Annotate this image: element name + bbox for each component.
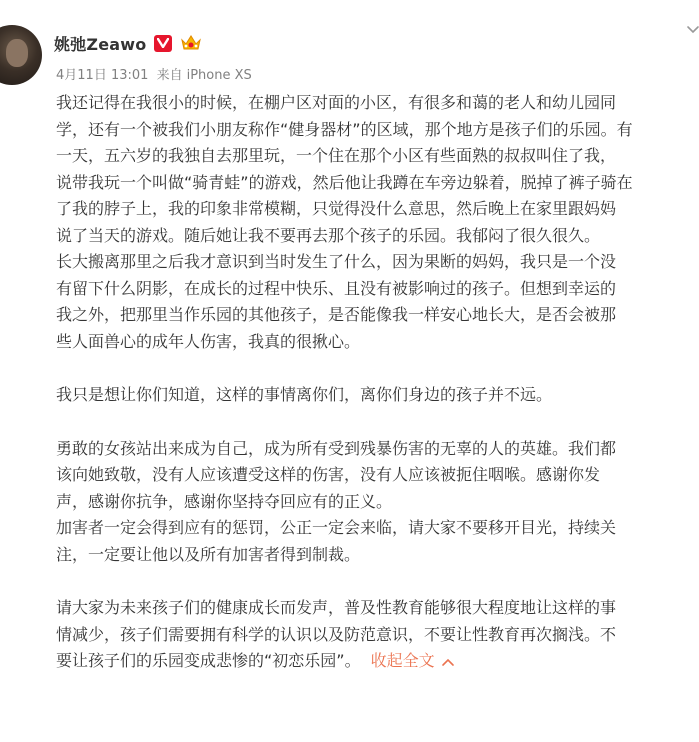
content-line: 长大搬离那里之后我才意识到当时发生了什么，因为果断的妈妈，我只是一个没 (56, 252, 617, 271)
collapse-button[interactable] (371, 651, 455, 670)
content-line: 该向她致敬，没有人应该遭受这样的伤害，没有人应该被扼住咽喉。感谢你发 (56, 465, 601, 484)
chevron-down-icon[interactable] (685, 22, 699, 38)
content-line: 注，一定要让他以及所有加害者得到制裁。 (56, 544, 361, 564)
content-line: 声，感谢你抗争，感谢你坚持夺回应有的正义。 (56, 491, 393, 511)
content-line: 些人面兽心的成年人伤害，我真的很揪心。 (56, 331, 361, 351)
content-line: 我还记得在我很小的时候，在棚户区对面的小区，有很多和蔼的老人和幼儿园同 (56, 93, 617, 112)
source-device: iPhone XS (186, 68, 252, 83)
post-date[interactable]: 4月11日 13:01 (56, 68, 149, 83)
member-crown-icon[interactable] (178, 32, 204, 54)
chevron-up-icon (441, 657, 455, 667)
last-line-text: 要让孩子们的乐园变成悲惨的“初恋乐园”。 (56, 651, 361, 670)
collapse-label: 收起全文 (370, 651, 435, 670)
avatar[interactable] (0, 25, 42, 85)
content-line: 我之外，把那里当作乐园的其他孩子，是否能像我一样安心地长大，是否会被那 (56, 305, 617, 324)
verified-v-icon[interactable] (154, 35, 172, 52)
username[interactable]: 姚弛Zeawo (54, 34, 147, 54)
content-line: 我只是想让你们知道，这样的事情离你们，离你们身边的孩子并不远。 (56, 385, 553, 404)
content-line: 加害者一定会得到应有的惩罚，公正一定会来临，请大家不要移开目光，持续关 (56, 518, 617, 537)
source-prefix: 来自 (156, 68, 183, 83)
content-line: 了我的脖子上，我的印象非常模糊，只觉得没什么意思，然后晚上在家里跟妈妈 (56, 199, 617, 218)
avatar-face (6, 39, 28, 67)
content-line: 说了当天的游戏。随后她让我不要再去那个孩子的乐园。我郁闷了很久很久。 (56, 225, 601, 245)
post-meta (56, 64, 256, 83)
content-line: 有留下什么阴影，在成长的过程中快乐、且没有被影响过的孩子。但想到幸运的 (56, 278, 617, 298)
content-line-last (56, 648, 699, 675)
content-line: 学，还有一个被我们小朋友称作“健身器材”的区域，那个地方是孩子们的乐园。有 (56, 119, 633, 139)
content-line: 勇敢的女孩站出来成为自己，成为所有受到残暴伤害的无辜的人的英雄。我们都 (56, 438, 617, 458)
post-header (54, 30, 204, 56)
content-line: 说带我玩一个叫做“骑青蛙”的游戏，然后他让我蹲在车旁边躲着，脱掉了裤子骑在 (56, 172, 633, 192)
paragraph-gap (56, 409, 699, 436)
post-content (56, 90, 699, 675)
content-line: 一天，五六岁的我独自去那里玩，一个住在那个小区有些面熟的叔叔叫住了我， (56, 146, 617, 165)
paragraph-gap (56, 355, 699, 382)
content-line: 情减少，孩子们需要拥有科学的认识以及防范意识，不要让性教育再次搁浅。不 (56, 624, 617, 644)
content-line: 请大家为未来孩子们的健康成长而发声，普及性教育能够很大程度地让这样的事 (56, 598, 617, 617)
paragraph-gap (56, 568, 699, 595)
